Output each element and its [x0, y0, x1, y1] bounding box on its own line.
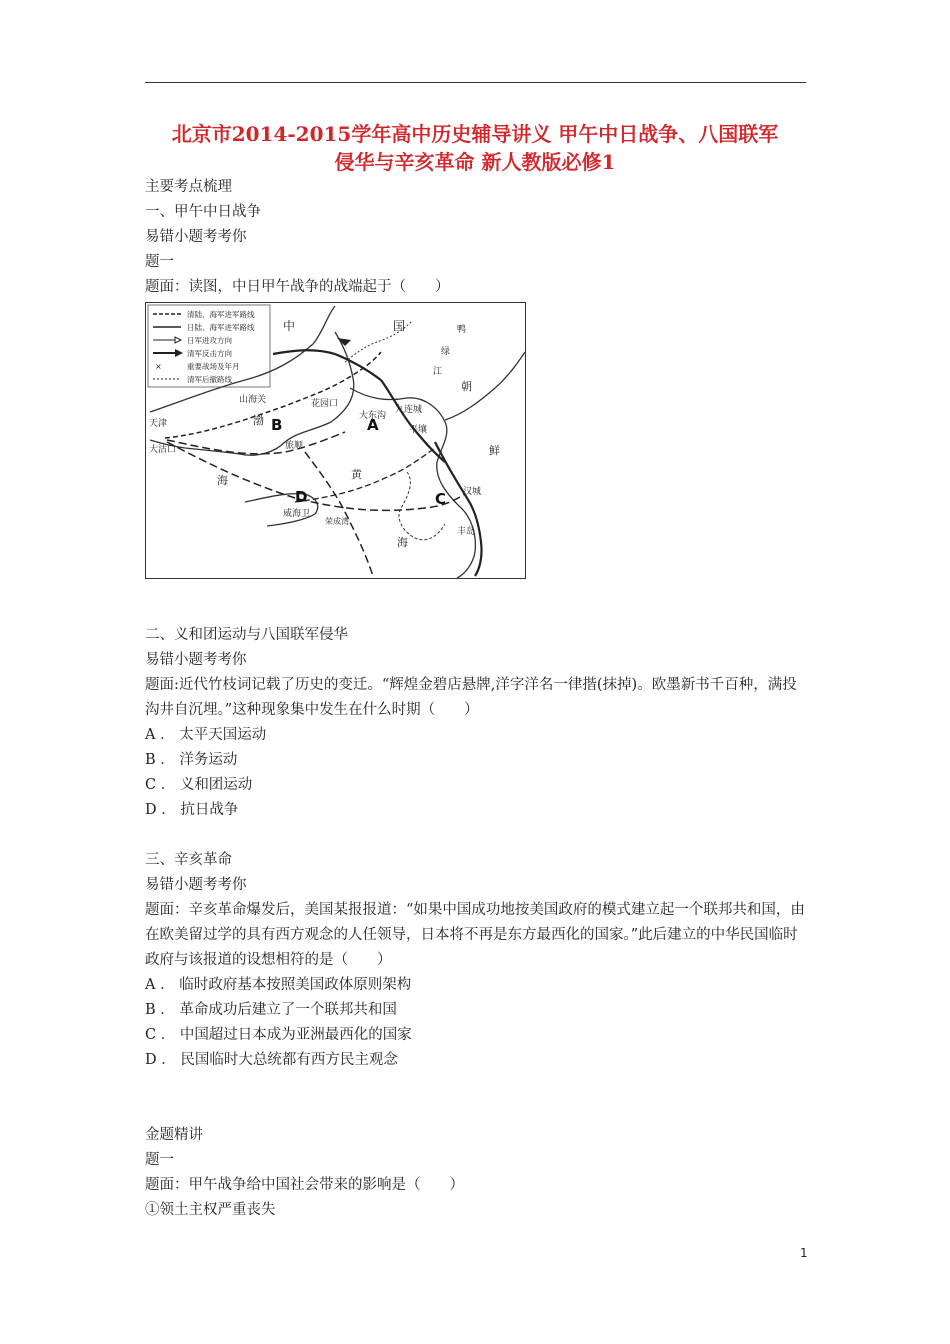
s3-question-text: 题面：辛亥革命爆发后，美国某报报道：“如果中国成功地按美国政府的模式建立起一个联邦共和国，由在欧美留过学的具有西方观念的人任领导，日本将不再是东方最西化的国家。”此后建立的中华民国临时政府与该报道的设想相符的是（ ）: [145, 902, 805, 968]
marker-a: A: [367, 416, 379, 434]
svg-text:×: ×: [155, 362, 162, 371]
label-fengdao: 丰岛: [457, 527, 476, 537]
label-lv: 绿: [441, 347, 451, 357]
s2-question-text: 题面:近代竹枝词记载了历史的变迁。“辉煌金碧店悬牌,洋字洋名一律揩(抹掉)。欧墨新书千百种，满投沟井自沉埋。”这种现象集中发生在什么时期（ ）: [145, 677, 797, 718]
s2-heading: 二、义和团运动与八国联军侵华: [145, 627, 348, 643]
page-number: 1: [800, 1246, 808, 1260]
top-rule: [145, 82, 806, 83]
s2-option-c: C ． 义和团运动: [145, 777, 253, 793]
s2-sub: 易错小题考考你: [145, 652, 247, 668]
label-xian: 鲜: [489, 444, 500, 457]
s2-option-b: B ． 洋务运动: [145, 752, 238, 768]
s1-heading: 一、甲午中日战争: [145, 204, 261, 220]
sino-japanese-war-map: [145, 302, 526, 579]
map-legend: [148, 305, 270, 387]
label-hai-1: 海: [217, 474, 228, 487]
s2-option-a: A ． 太平天国运动: [145, 727, 267, 743]
label-huayuankou: 花园口: [311, 399, 339, 409]
marker-c: C: [435, 490, 447, 508]
title-line-1: 北京市2014-2015学年高中历史辅导讲义 甲午中日战争、八国联军: [171, 122, 779, 146]
s1-question-label: 题一: [145, 254, 174, 270]
s3-heading: 三、辛亥革命: [145, 852, 232, 868]
label-dadonggou: 大东沟: [359, 411, 387, 421]
legend-item-4: 清军反击方向: [187, 349, 232, 358]
label-huang: 黄: [351, 468, 362, 481]
legend-item-5: 重要战场及年月: [187, 362, 240, 371]
label-hancheng: 汉城: [463, 487, 482, 497]
marker-d: D: [295, 488, 308, 506]
s2-option-d: D ． 抗日战争: [145, 802, 239, 818]
s3-option-b: B ． 革命成功后建立了一个联邦共和国: [145, 1002, 397, 1018]
label-jiuliancheng: 九连城: [395, 405, 423, 415]
s4-question-text: 题面：甲午战争给中国社会带来的影响是（ ）: [145, 1177, 464, 1193]
label-china: 中: [283, 319, 296, 333]
title-line-2: 侵华与辛亥革命 新人教版必修1: [334, 150, 616, 174]
section-label: 主要考点梳理: [145, 179, 232, 195]
s4-heading: 金题精讲: [145, 1127, 203, 1143]
label-guo: 国: [393, 319, 406, 333]
label-chao: 朝: [461, 380, 472, 393]
legend-item-2: 日陆、海军进军路线: [187, 323, 255, 332]
s3-sub: 易错小题考考你: [145, 877, 247, 893]
legend-item-1: 清陆、海军进军路线: [187, 310, 255, 319]
s1-question-text: 题面：读图，中日甲午战争的战端起于（ ）: [145, 279, 450, 295]
label-yalu: 鸭: [457, 325, 467, 335]
label-dagukou: 大沽口: [149, 445, 177, 455]
document-title: [120, 120, 830, 176]
s1-sub: 易错小题考考你: [145, 229, 247, 245]
label-hai-2: 海: [397, 536, 408, 549]
s3-option-a: A ． 临时政府基本按照美国政体原则架构: [145, 977, 412, 993]
s4-question-label: 题一: [145, 1152, 174, 1168]
label-shanhaiguan: 山海关: [239, 395, 267, 405]
label-weihaiwei: 威海卫: [283, 509, 311, 519]
label-tianjin: 天津: [149, 419, 168, 429]
label-jiang: 江: [433, 367, 443, 377]
label-lushun: 旅顺: [285, 441, 304, 451]
s4-item-1: ①领土主权严重丧失: [145, 1202, 276, 1218]
label-rongcheng: 荣成湾: [325, 517, 349, 526]
s3-option-d: D ． 民国临时大总统都有西方民主观念: [145, 1052, 398, 1068]
label-pingrang: 平壤: [409, 425, 428, 435]
s3-option-c: C ． 中国超过日本成为亚洲最西化的国家: [145, 1027, 412, 1043]
marker-b: B: [271, 416, 283, 434]
label-bo: 渤: [253, 414, 264, 427]
legend-item-3: 日军进攻方向: [187, 336, 232, 345]
legend-item-6: 清军后撤路线: [187, 375, 232, 384]
